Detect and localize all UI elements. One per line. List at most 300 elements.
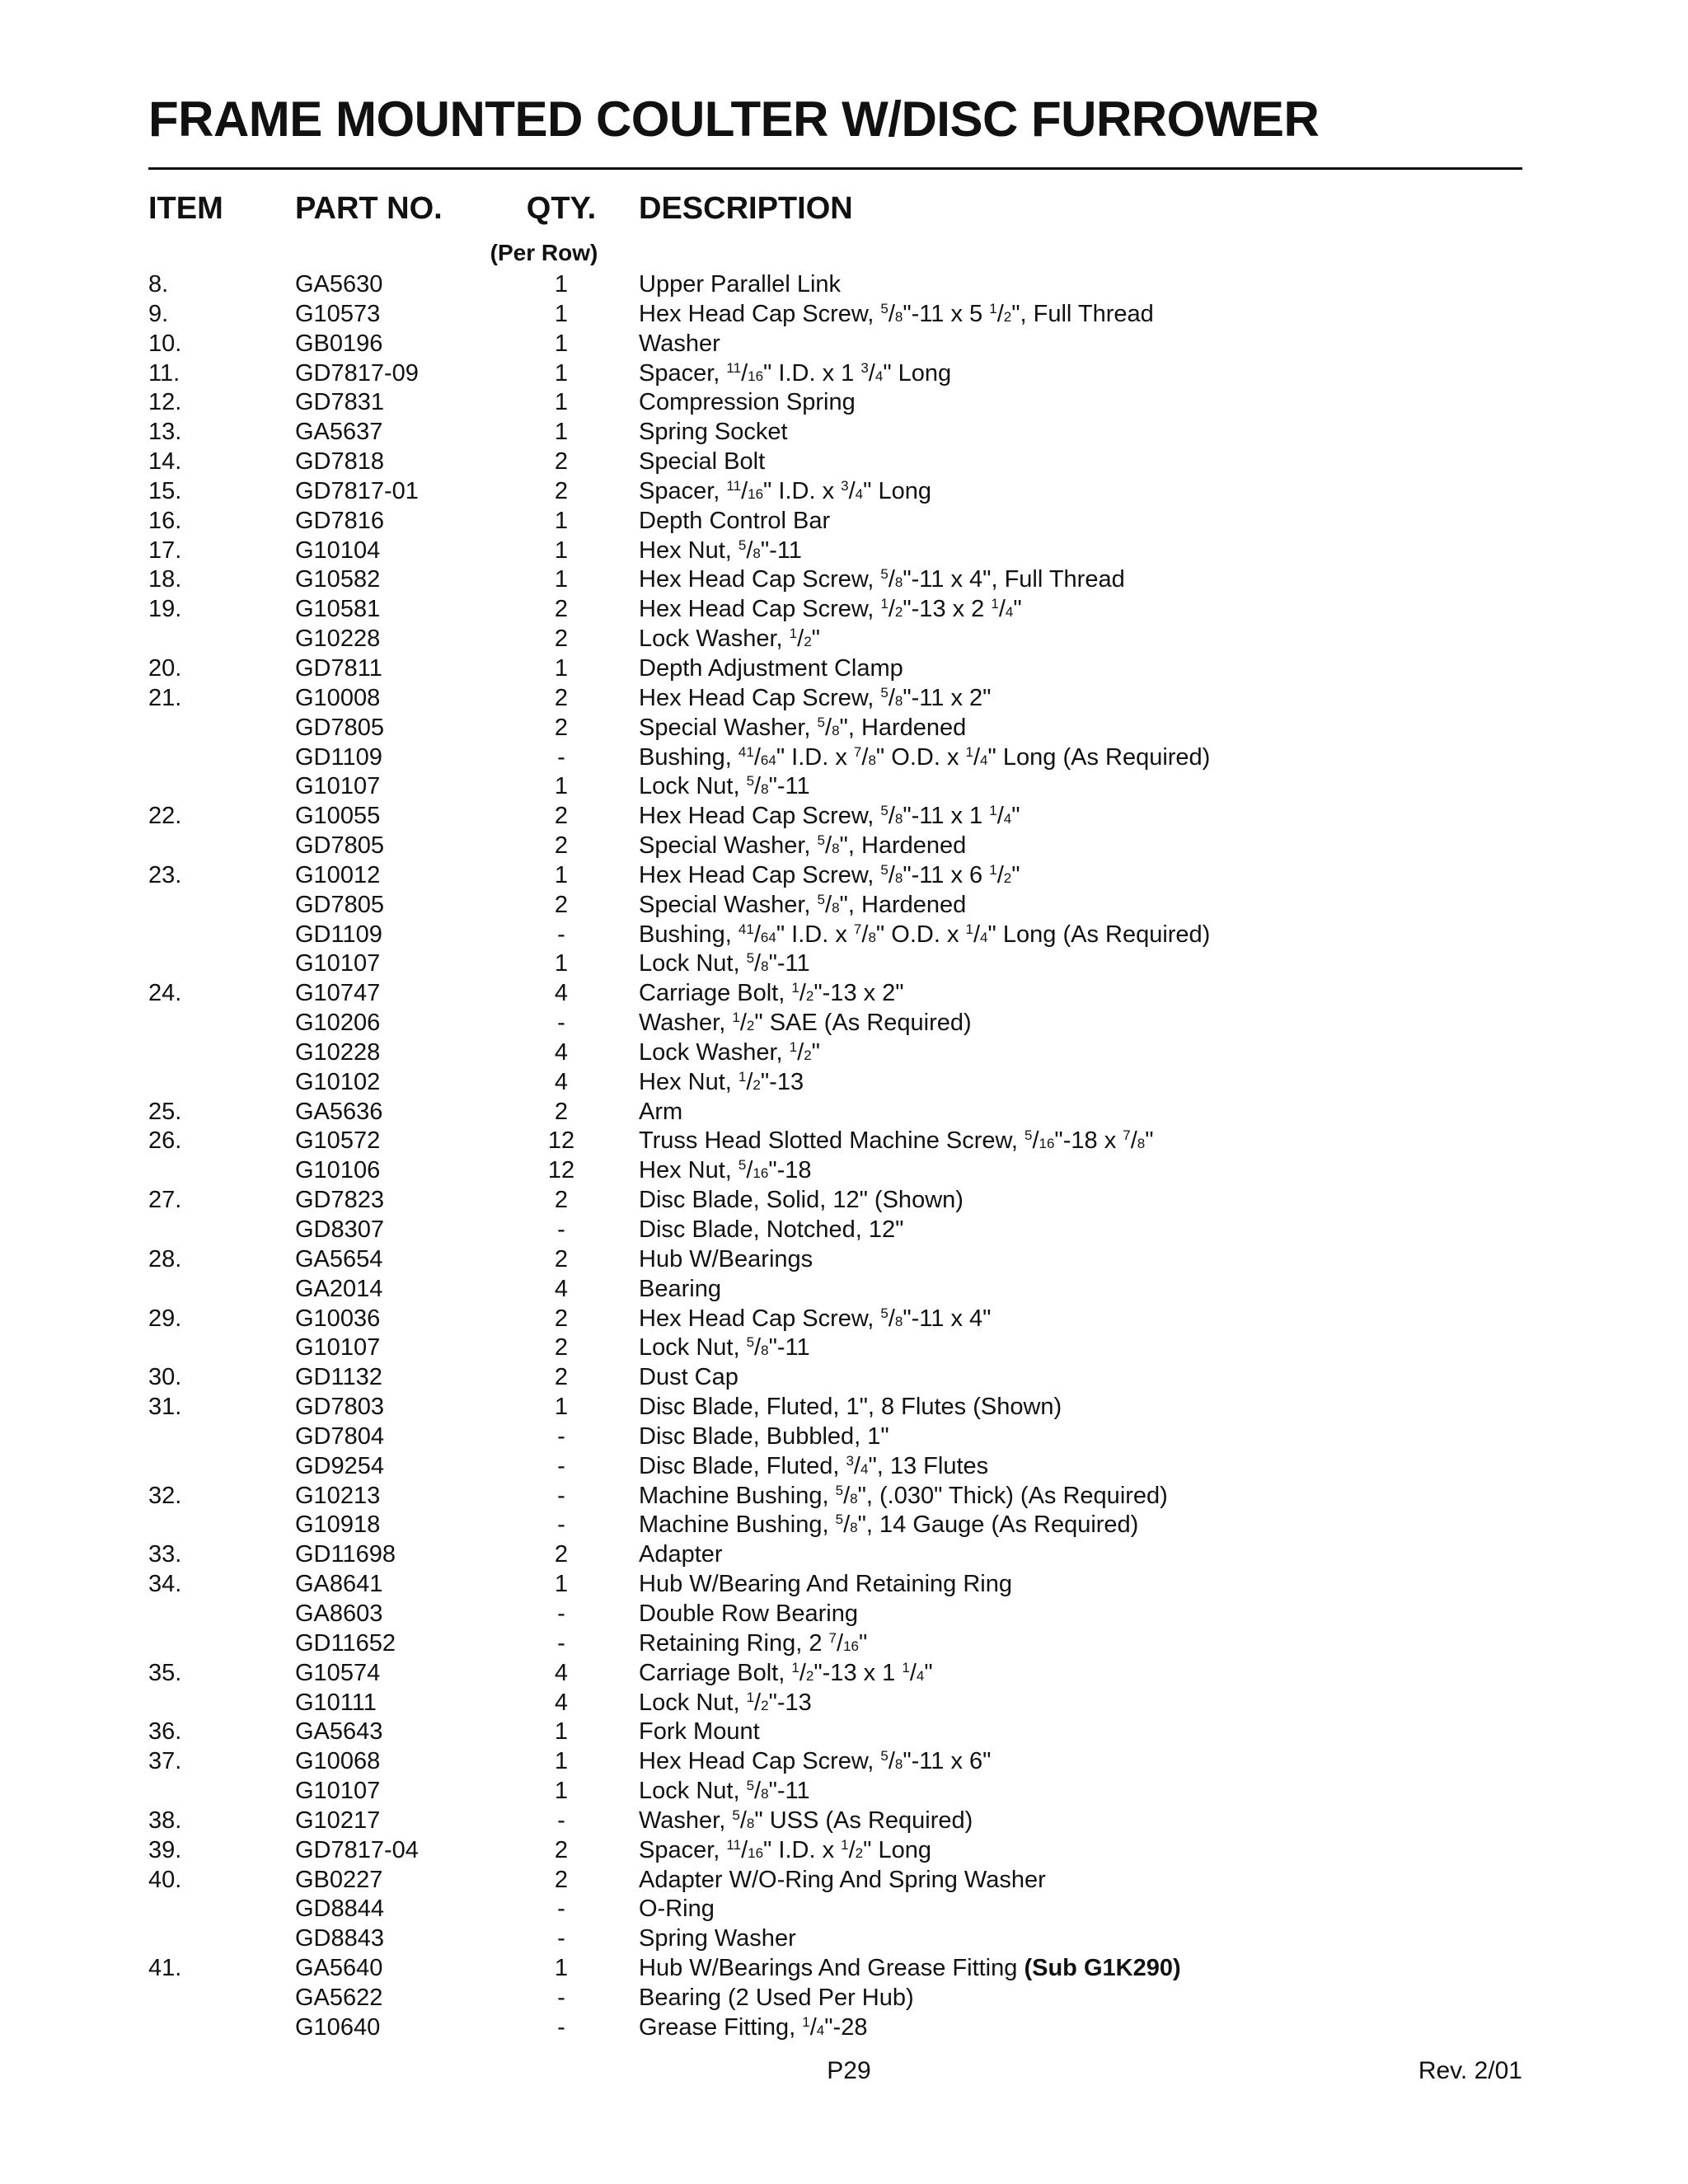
quantity: 4 [554,1275,569,1302]
description-text: Hex Head Cap Screw, $^5$/8"-11 x 4", Full Thread [639,566,1125,593]
description [639,1009,972,1038]
description [639,1275,721,1305]
revision-note: Rev. 2/01 [1418,2057,1522,2084]
description-text: Spring Socket [639,419,788,446]
table-row [148,1924,1522,1954]
quantity: 1 [554,1748,569,1775]
description [639,1452,988,1482]
quantity: 1 [554,1571,569,1598]
part-number: G10217 [295,1807,381,1834]
description-text: Bushing, $^{41}$/64" I.D. x $^7$/8" O.D. x $^1$/4" Long (As Required) [639,743,1211,771]
quantity: 1 [554,1718,569,1746]
description-text: Lock Nut, $^1$/2"-13 [639,1689,812,1716]
description-text: Hex Head Cap Screw, $^5$/8"-11 x 4" [639,1305,992,1332]
table-row [148,537,1522,566]
part-number: GD7805 [295,714,385,741]
description [639,2013,867,2043]
table-row [148,595,1522,625]
quantity: 1 [554,861,569,888]
part-number: GD7816 [295,507,385,534]
quantity: 2 [554,477,569,504]
table-row [148,1718,1522,1747]
part-number: G10107 [295,1334,381,1361]
description-text: Depth Adjustment Clamp [639,654,903,682]
table-row [148,477,1522,507]
table-row [148,359,1522,389]
table-row [148,448,1522,477]
item-number: 35. [148,1659,182,1686]
description-text: Hub W/Bearing And Retaining Ring [639,1571,1012,1598]
table-row [148,891,1522,921]
quantity: 1 [554,1394,569,1421]
description [639,507,830,537]
description-text: Lock Nut, $^5$/8"-11 [639,1778,810,1805]
description [639,1924,796,1954]
quantity: 2 [554,1305,569,1332]
description-text: Hex Nut, $^5$/8"-11 [639,537,802,564]
description-text: Adapter W/O-Ring And Spring Washer [639,1866,1046,1893]
description-text: Lock Nut, $^5$/8"-11 [639,773,810,800]
description-text: Special Washer, $^5$/8", Hardened [639,891,967,918]
description-text: Washer, $^5$/8" USS (As Required) [639,1807,973,1834]
description-text: Disc Blade, Solid, 12" (Shown) [639,1187,964,1214]
part-number: GD7818 [295,448,385,476]
table-row [148,1333,1522,1363]
description-text: Spacer, $^{11}$/16" I.D. x $^3$/4" Long [639,477,932,504]
quantity: 2 [554,1866,569,1893]
description-text: Grease Fitting, $^1$/4"-28 [639,2013,868,2041]
table-row [148,1216,1522,1245]
part-number: GD7805 [295,891,385,918]
title-divider [148,167,1522,170]
quantity: 2 [554,626,569,653]
table-row [148,565,1522,595]
description-text: Spring Washer [639,1925,796,1952]
description-text: Upper Parallel Link [639,271,842,298]
item-number: 8. [148,271,169,298]
quantity: 1 [554,1778,569,1805]
description [639,802,1020,832]
description [639,1600,858,1629]
quantity: 1 [554,1955,569,1982]
table-row [148,1629,1522,1659]
description [639,1807,973,1836]
description [639,1689,812,1718]
item-number: 18. [148,566,182,593]
description-text: Hex Head Cap Screw, $^5$/8"-11 x 6" [639,1748,992,1775]
description-text: Arm [639,1098,683,1125]
description [639,1098,682,1127]
table-row [148,1895,1522,1924]
description [639,1068,804,1098]
description [639,832,966,861]
description-text: Adapter [639,1541,723,1568]
quantity: 1 [554,566,569,593]
item-number: 28. [148,1245,182,1272]
part-number: G10106 [295,1157,381,1184]
table-row [148,832,1522,861]
description [639,714,966,743]
part-number: GD8844 [295,1896,385,1923]
quantity: 2 [554,448,569,476]
description-text: Compression Spring [639,389,856,416]
description-text: Disc Blade, Notched, 12" [639,1216,904,1243]
quantity: 2 [554,1541,569,1568]
item-number: 27. [148,1187,182,1214]
table-row [148,1068,1522,1098]
table-row [148,1540,1522,1570]
table-row [148,507,1522,537]
quantity: - [557,1896,565,1923]
part-number: G10104 [295,537,381,564]
description [639,921,1210,950]
part-number: GA8641 [295,1571,383,1598]
quantity: 1 [554,537,569,564]
quantity: 2 [554,891,569,918]
item-number: 16. [148,507,182,534]
table-row [148,2013,1522,2043]
item-number: 21. [148,684,182,711]
part-number: GD7823 [295,1187,385,1214]
part-number: G10008 [295,684,381,711]
description-text: Bearing [639,1275,721,1302]
description [639,1482,1168,1511]
table-row [148,684,1522,714]
quantity: 2 [554,803,569,830]
item-number: 41. [148,1955,182,1982]
item-number: 31. [148,1394,182,1421]
description [639,1659,933,1689]
description-text: Hex Head Cap Screw, $^5$/8"-11 x 6 $^1$/2" [639,861,1020,888]
description-text: Hub W/Bearings And Grease Fitting [639,1955,1018,1982]
description [639,1629,867,1659]
description-text: O-Ring [639,1896,715,1923]
description-text: Hub W/Bearings [639,1245,814,1272]
header-description: DESCRIPTION [639,191,853,226]
description-text: Double Row Bearing [639,1600,858,1627]
table-row [148,300,1522,330]
part-number: GD7817-01 [295,477,419,504]
description [639,1747,991,1777]
description [639,1216,903,1245]
description [639,300,1154,330]
table-row [148,743,1522,773]
part-number: G10107 [295,1778,381,1805]
part-number: G10036 [295,1305,381,1332]
item-number: 32. [148,1482,182,1509]
table-row [148,1659,1522,1689]
table-row [148,1866,1522,1896]
item-number: 29. [148,1305,182,1332]
table-row [148,654,1522,684]
quantity: 2 [554,1245,569,1272]
description [639,388,856,418]
quantity: 1 [554,359,569,387]
description [639,1540,723,1570]
description-text: Disc Blade, Fluted, $^3$/4", 13 Flutes [639,1452,989,1479]
quantity: 2 [554,1364,569,1391]
description [639,565,1125,595]
quantity: 1 [554,389,569,416]
item-number: 30. [148,1364,182,1391]
part-number: G10213 [295,1482,381,1509]
table-row [148,1954,1522,1984]
description-text: Lock Nut, $^5$/8"-11 [639,1334,810,1361]
description [639,949,810,979]
description-text: Hex Nut, $^1$/2"-13 [639,1068,804,1095]
quantity: - [557,921,565,948]
description [639,1186,964,1216]
description [639,1305,991,1334]
part-number: GD11698 [295,1541,396,1568]
table-row [148,1009,1522,1038]
quantity: - [557,1511,565,1539]
table-row [148,1511,1522,1540]
table-row [148,1127,1522,1156]
description [639,1866,1046,1896]
part-number: GD8307 [295,1216,385,1243]
item-number: 22. [148,803,182,830]
quantity: 2 [554,1334,569,1361]
description [639,1393,1062,1422]
description [639,595,1022,625]
description [639,1156,812,1186]
quantity: 4 [554,1659,569,1686]
quantity: - [557,1452,565,1479]
description [639,1954,1181,1984]
quantity: 4 [554,1068,569,1095]
parts-list [148,270,1522,2043]
quantity: 2 [554,832,569,860]
description-text: Washer [639,330,720,357]
part-number: GA8603 [295,1600,383,1627]
description-text: Lock Washer, $^1$/2" [639,1038,820,1066]
part-number: GD11652 [295,1629,396,1657]
part-number: GB0196 [295,330,383,357]
item-number: 10. [148,330,182,357]
description-text: Machine Bushing, $^5$/8", (.030" Thick) (As Required) [639,1482,1168,1509]
quantity: 1 [554,300,569,327]
description [639,1333,810,1363]
description [639,1570,1012,1600]
description [639,1422,889,1452]
quantity: - [557,1010,565,1037]
description [639,1718,760,1747]
item-number: 9. [148,300,169,327]
part-number: GD7803 [295,1394,385,1421]
table-row [148,861,1522,891]
part-number: G10206 [295,1010,381,1037]
quantity: 2 [554,1836,569,1863]
description [639,1836,931,1866]
description [639,1777,810,1807]
quantity: 1 [554,950,569,977]
quantity: 1 [554,419,569,446]
description-text: Truss Head Slotted Machine Screw, $^5$/16"-18 x $^7$/8" [639,1127,1154,1155]
quantity: 1 [554,654,569,682]
item-number: 11. [148,359,181,387]
part-number: G10228 [295,626,381,653]
description-text: Spacer, $^{11}$/16" I.D. x 1 $^3$/4" Long [639,359,952,387]
description-text: Washer, $^1$/2" SAE (As Required) [639,1010,972,1037]
substitute-note: (Sub G1K290) [1024,1955,1181,1982]
table-row [148,1363,1522,1393]
description-text: Retaining Ring, 2 $^7$/16" [639,1629,868,1657]
table-row [148,772,1522,802]
part-number: GD1109 [295,743,382,771]
part-number: GD7817-09 [295,359,419,387]
description [639,359,951,389]
description-text: Disc Blade, Bubbled, 1" [639,1422,889,1450]
part-number: GA5630 [295,271,383,298]
quantity: 1 [554,271,569,298]
part-number: GD7805 [295,832,385,860]
description [639,330,720,359]
header-item: ITEM [148,191,223,226]
header-part-no: PART NO. [295,191,443,226]
quantity: 12 [547,1127,575,1155]
table-row [148,1393,1522,1422]
description-text: Hex Head Cap Screw, $^5$/8"-11 x 1 $^1$/4" [639,803,1020,830]
page-number: P29 [827,2057,871,2084]
item-number: 17. [148,537,182,564]
part-number: G10107 [295,950,381,977]
quantity: 1 [554,507,569,534]
description [639,654,903,684]
item-number: 24. [148,980,182,1007]
description-text: Lock Nut, $^5$/8"-11 [639,950,810,977]
description [639,684,991,714]
part-number: G10572 [295,1127,381,1155]
quantity: - [557,1482,565,1509]
description-text: Depth Control Bar [639,507,831,534]
table-row [148,1482,1522,1511]
table-row [148,330,1522,359]
table-row [148,1422,1522,1452]
part-number: G10640 [295,2013,381,2041]
description [639,448,765,477]
description [639,1363,738,1393]
description-text: Spacer, $^{11}$/16" I.D. x $^1$/2" Long [639,1836,932,1863]
description [639,772,810,802]
table-row [148,1570,1522,1600]
description [639,1245,813,1275]
part-number: GA5636 [295,1098,383,1125]
item-number: 37. [148,1748,182,1775]
table-row [148,1038,1522,1068]
item-number: 26. [148,1127,182,1155]
description-text: Carriage Bolt, $^1$/2"-13 x 2" [639,980,904,1007]
part-number: GB0227 [295,1866,383,1893]
table-row [148,802,1522,832]
quantity: 4 [554,1689,569,1716]
description [639,270,841,300]
part-number: G10573 [295,300,381,327]
quantity: 2 [554,1098,569,1125]
part-number: GD8843 [295,1925,385,1952]
table-row [148,1452,1522,1482]
part-number: GD7817-04 [295,1836,419,1863]
part-number: G10574 [295,1659,381,1686]
table-row [148,1807,1522,1836]
part-number: G10012 [295,861,381,888]
part-number: GD7831 [295,389,385,416]
quantity: - [557,1629,565,1657]
description [639,1038,820,1068]
description [639,625,820,654]
part-number: GD7811 [295,654,382,682]
table-row [148,714,1522,743]
description-text: Lock Washer, $^1$/2" [639,626,820,653]
part-number: G10581 [295,596,381,623]
description [639,1895,715,1924]
table-row [148,949,1522,979]
part-number: G10582 [295,566,381,593]
item-number: 39. [148,1836,182,1863]
quantity: 1 [554,773,569,800]
quantity: - [557,743,565,771]
part-number: GA5637 [295,419,383,446]
item-number: 38. [148,1807,182,1834]
table-row [148,921,1522,950]
description-text: Hex Head Cap Screw, $^5$/8"-11 x 2" [639,684,992,711]
description [639,979,904,1009]
description-text: Disc Blade, Fluted, 1", 8 Flutes (Shown) [639,1394,1062,1421]
part-number: G10068 [295,1748,381,1775]
description [639,861,1020,891]
quantity: - [557,1984,565,2011]
description [639,1127,1154,1156]
description-text: Hex Nut, $^5$/16"-18 [639,1157,812,1184]
quantity: - [557,1807,565,1834]
quantity: 2 [554,714,569,741]
table-row [148,979,1522,1009]
table-row [148,270,1522,300]
description-text: Special Bolt [639,448,766,476]
description-text: Special Washer, $^5$/8", Hardened [639,714,967,741]
description-text: Bearing (2 Used Per Hub) [639,1984,914,2011]
table-row [148,1984,1522,2013]
table-row [148,1186,1522,1216]
table-row [148,418,1522,448]
part-number: G10918 [295,1511,381,1539]
part-number: GA5640 [295,1955,383,1982]
item-number: 19. [148,596,182,623]
table-row [148,1689,1522,1718]
description [639,743,1210,773]
quantity: 2 [554,596,569,623]
description [639,891,966,921]
description-text: Machine Bushing, $^5$/8", 14 Gauge (As Required) [639,1511,1139,1539]
item-number: 36. [148,1718,182,1746]
header-qty-per-row: (Per Row) [490,240,598,265]
description [639,477,931,507]
column-headers [148,191,1522,241]
header-qty: QTY. [526,191,597,226]
table-row [148,625,1522,654]
part-number: GD9254 [295,1452,385,1479]
quantity: 2 [554,1187,569,1214]
quantity: - [557,1422,565,1450]
description [639,537,802,566]
table-row [148,1098,1522,1127]
quantity: 4 [554,980,569,1007]
description-text: Hex Head Cap Screw, $^5$/8"-11 x 5 $^1$/2", Full Thread [639,300,1154,327]
quantity: - [557,2013,565,2041]
item-number: 40. [148,1866,182,1893]
part-number: GA5622 [295,1984,383,2011]
description-text: Fork Mount [639,1718,760,1746]
